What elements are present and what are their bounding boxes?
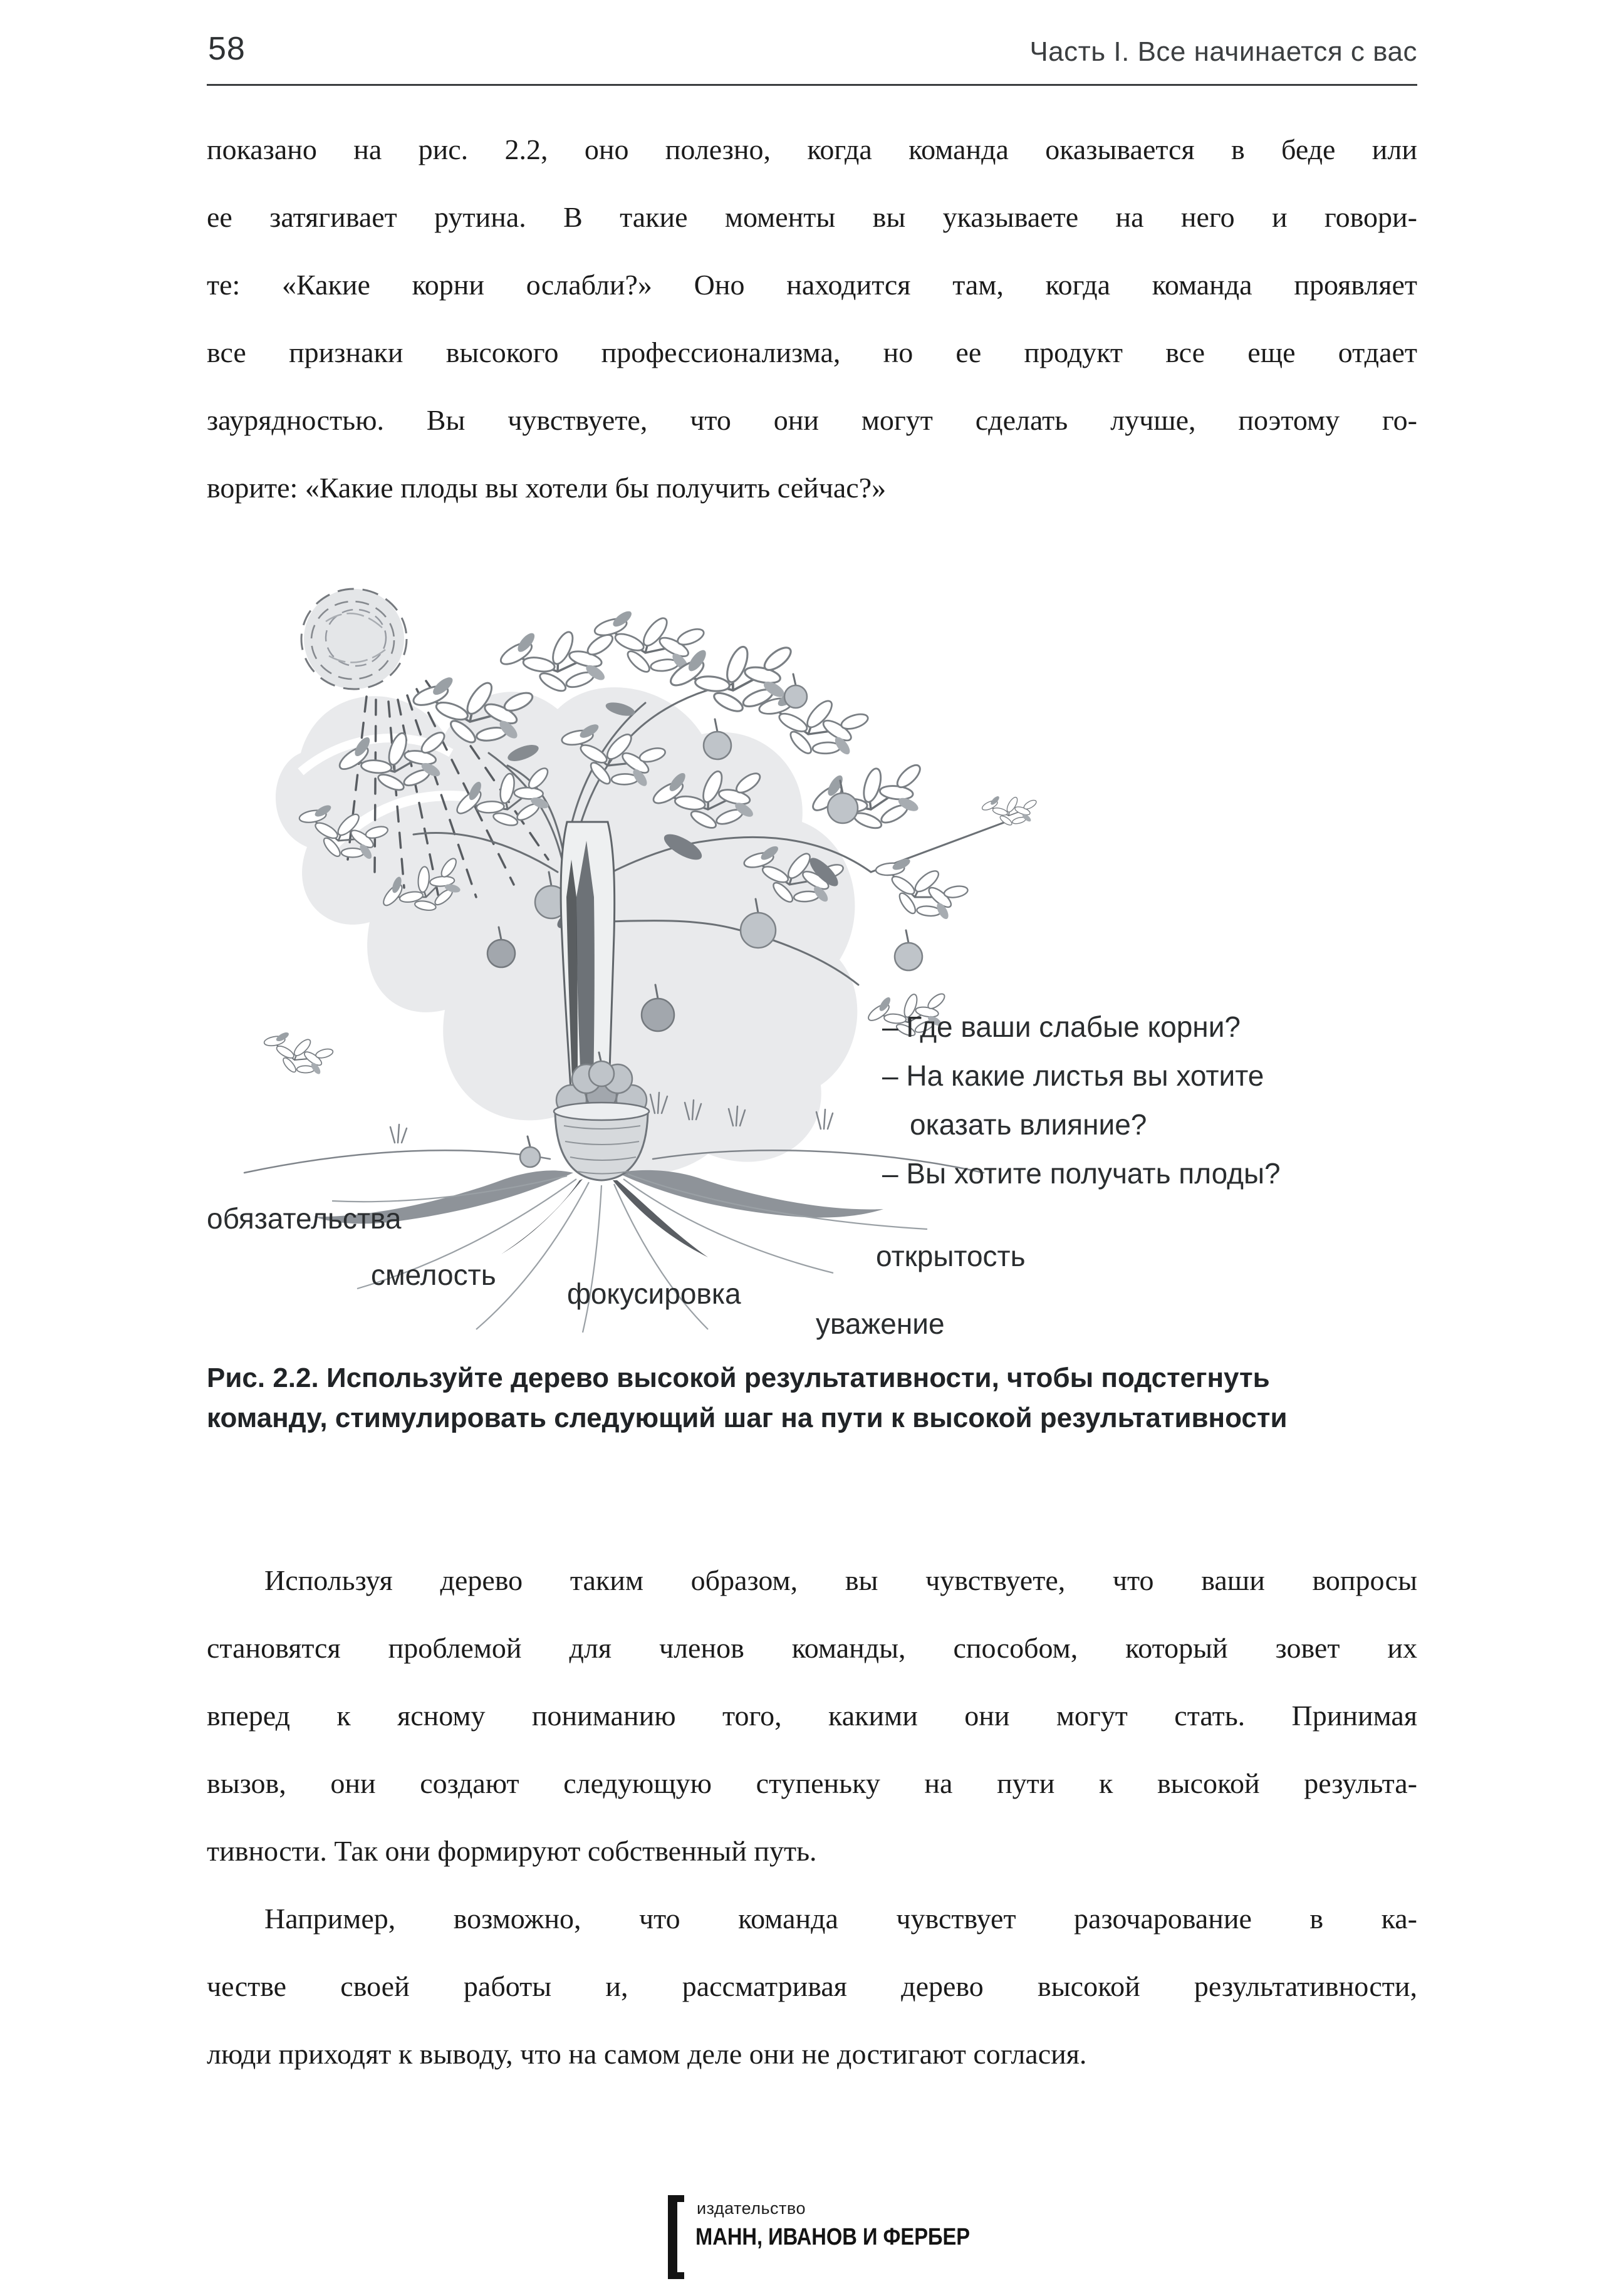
sun-icon [301,589,407,689]
body-line: тивности. Так они формируют собственный путь. [207,1835,817,1867]
body-line: вызов, они создают следующую ступеньку на пути к высокой результа- [207,1767,1417,1799]
body-line: честве своей работы и, рассматривая дерево высокой результативности, [207,1970,1417,2002]
bracket-icon [668,2195,684,2279]
caption-text-2: команду, стимулировать следующий шаг на пути к высокой результативности [207,1403,1288,1433]
figure-questions [882,1002,1296,1198]
paragraph-3 [207,1885,1417,2088]
body-line: показано на рис. 2.2, оно полезно, когда команда оказывается в беде или [207,133,1417,165]
caption-text-1: Используйте дерево высокой результативности, чтобы подстегнуть [326,1363,1270,1393]
dash-marker: – [882,1059,898,1092]
dash-marker: – [882,1010,898,1043]
running-header: Часть I. Все начинается с вас [1029,36,1417,67]
header-rule [207,84,1417,86]
page-number: 58 [208,31,246,67]
body-line: все признаки высокого профессионализма, но ее продукт все еще отдает [207,336,1417,368]
body-line: заурядностью. Вы чувствуете, что они могут сделать лучше, поэтому го- [207,404,1417,436]
root-label-courage: смелость [371,1259,496,1291]
body-line: ее затягивает рутина. В такие моменты вы указываете на него и говори- [207,201,1417,233]
figure-question [882,1149,1296,1198]
figure-caption [207,1358,1417,1438]
body-line: Например, возможно, что команда чувствует разочарование в ка- [264,1903,1417,1935]
question-text: Вы хотите получать плоды? [906,1157,1281,1190]
paragraph-2 [207,1547,1417,1885]
root-label-respect: уважение [816,1307,945,1340]
root-label-commitment: обязательства [207,1202,402,1235]
question-text: На какие листья вы хотите оказать влияние? [906,1059,1264,1141]
body-line: те: «Какие корни ослабли?» Оно находится там, когда команда проявляет [207,269,1417,301]
figure-question [882,1051,1296,1149]
root-label-openness: открытость [876,1240,1026,1272]
root-label-focus: фокусировка [567,1277,741,1310]
body-line: люди приходят к выводу, что на самом деле они не достигают согласия. [207,2038,1087,2070]
publisher-name: МАНН, ИВАНОВ И ФЕРБЕР [695,2224,971,2250]
dash-marker: – [882,1157,898,1190]
body-line: Используя дерево таким образом, вы чувствуете, что ваши вопросы [264,1564,1417,1596]
caption-prefix: Рис. 2.2. [207,1363,319,1393]
figure-question [882,1002,1296,1051]
publisher-small-label: издательство [697,2199,806,2218]
question-text: Где ваши слабые корни? [906,1010,1241,1043]
paragraph-1 [207,116,1417,522]
body-line: вперед к ясному пониманию того, какими они могут стать. Принимая [207,1700,1417,1732]
body-line: ворите: «Какие плоды вы хотели бы получить сейчас?» [207,472,887,504]
body-line: становятся проблемой для членов команды, способом, который зовет их [207,1632,1417,1664]
